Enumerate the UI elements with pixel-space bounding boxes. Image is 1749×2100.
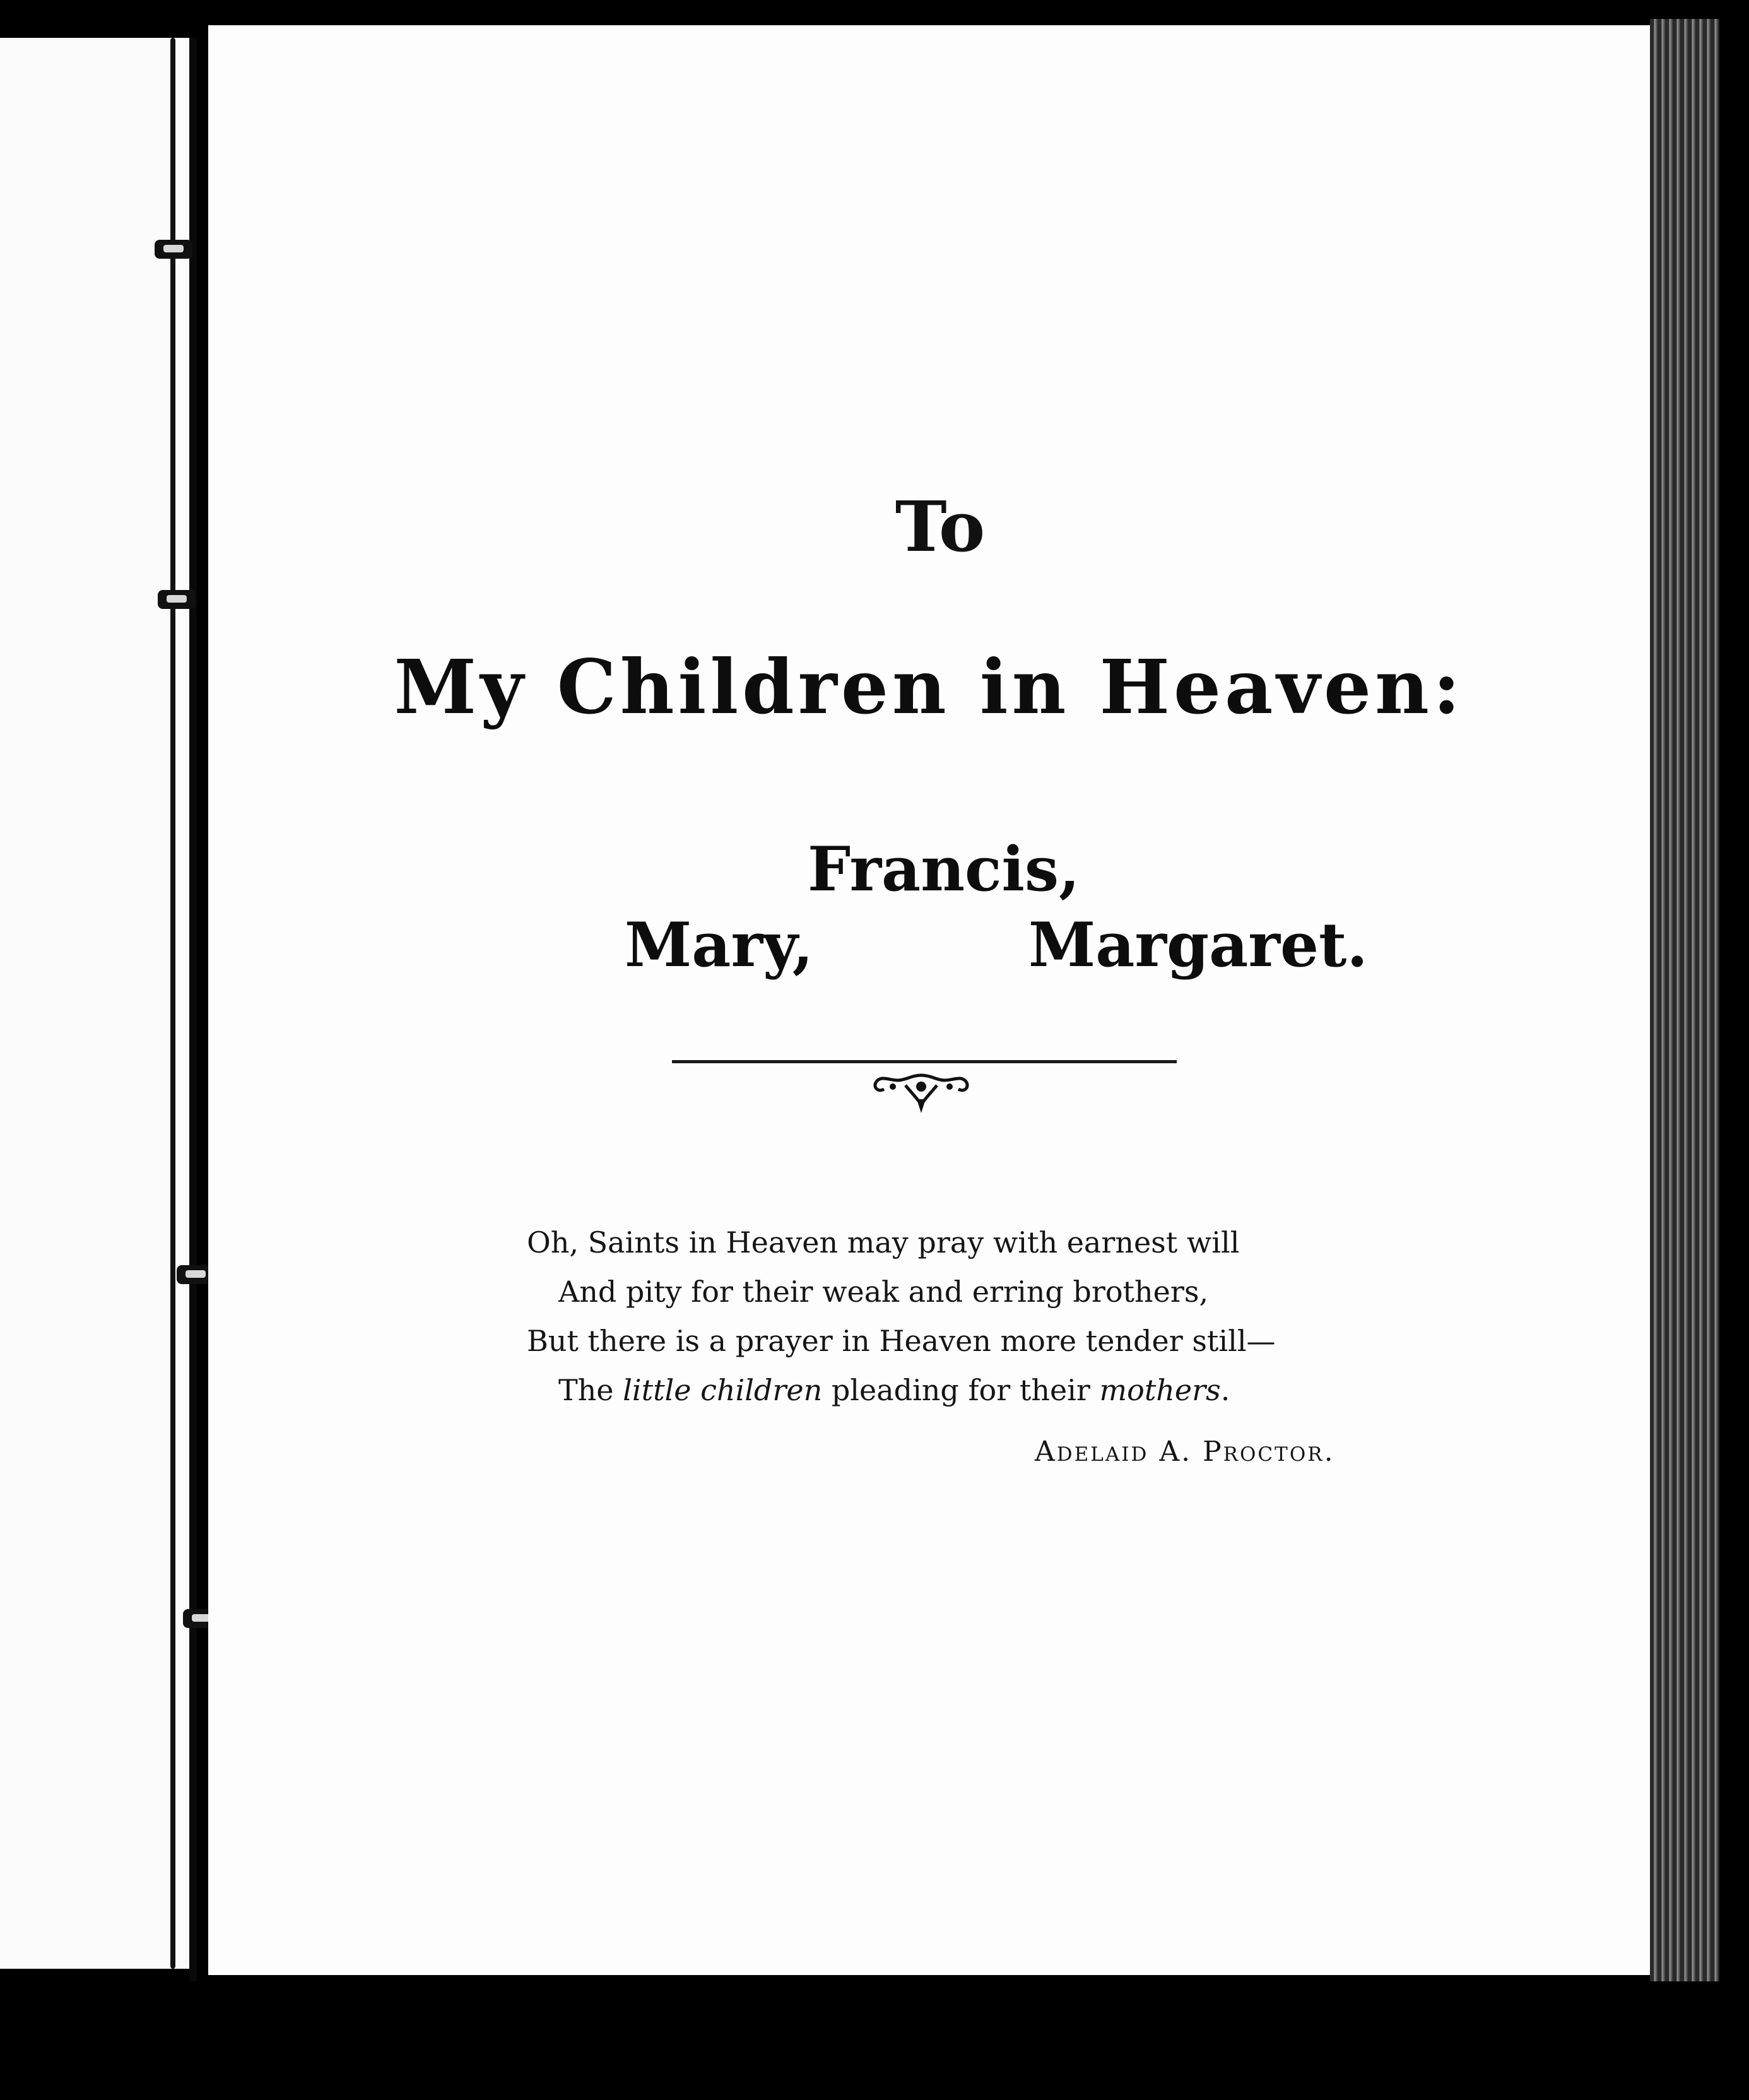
dedication-to: To: [895, 486, 986, 567]
left-page-fragment: [0, 38, 189, 1969]
horizontal-rule: [672, 1060, 1177, 1063]
verse-line-1: Oh, Saints in Heaven may pray with earnest will: [527, 1225, 1240, 1259]
verse-line-3: But there is a prayer in Heaven more tender still—: [527, 1324, 1276, 1358]
page-content: [208, 25, 1650, 1975]
name-francis: Francis,: [808, 834, 1080, 905]
verse-attribution: Adelaid A. Proctor.: [1035, 1436, 1335, 1468]
verse-line-4-mid: pleading for their: [822, 1373, 1100, 1407]
page-edges: [1650, 19, 1719, 1981]
name-mary: Mary,: [625, 909, 814, 981]
binding-stitch: [158, 590, 196, 609]
name-margaret: Margaret.: [1028, 909, 1368, 981]
book-spine: [189, 38, 197, 1981]
verse-line-4-start: The: [558, 1373, 623, 1407]
verse-line-2: And pity for their weak and erring brothers,: [558, 1275, 1209, 1309]
verse-line-4-end: .: [1220, 1373, 1230, 1407]
binding-thread: [170, 38, 175, 1969]
verse-italic-mothers: mothers: [1099, 1373, 1221, 1407]
dedication-headline: My Children in Heaven:: [394, 643, 1464, 731]
verse-italic-little-children: little children: [623, 1373, 823, 1407]
binding-stitch: [155, 240, 192, 259]
ornament-icon: [868, 1068, 975, 1118]
verse-line-4: [558, 1366, 1230, 1415]
